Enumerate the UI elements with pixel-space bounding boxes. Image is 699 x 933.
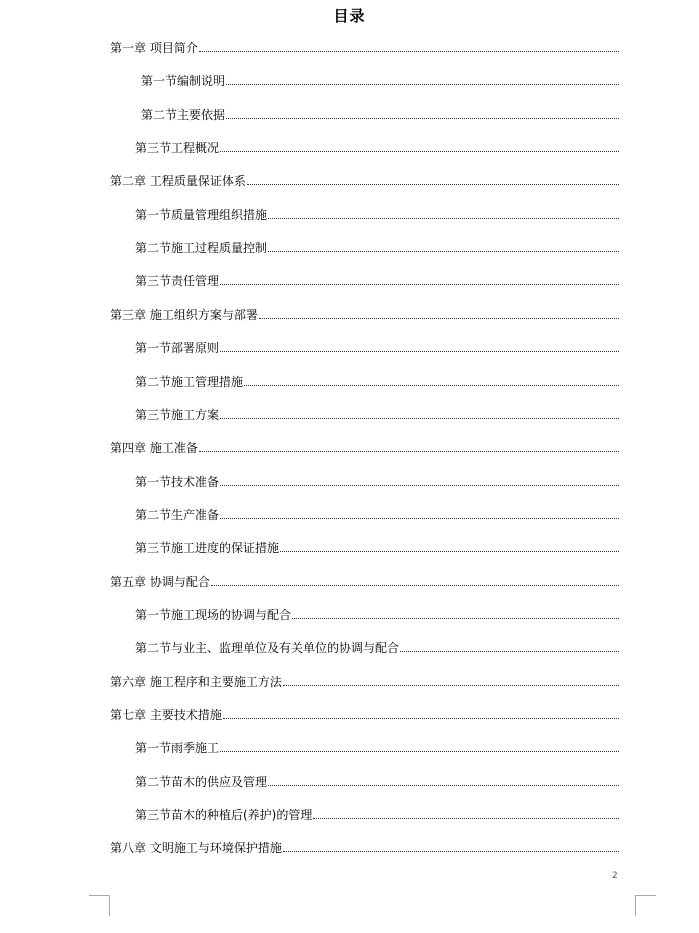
toc-entry-text: 第二节施工过程质量控制 [135, 241, 268, 256]
dot-leader [283, 851, 619, 852]
toc-entry-text: 第三节施工方案 [135, 407, 220, 422]
toc-entry-text: 第一节技术准备 [135, 474, 220, 489]
toc-entry-text: 第一节雨季施工 [135, 741, 220, 756]
toc-chapter-entry[interactable] [110, 573, 619, 589]
toc-entry-text: 第三节苗木的种植后(养护)的管理 [135, 808, 313, 823]
dot-leader [220, 351, 619, 352]
toc-chapter-entry[interactable] [110, 673, 619, 689]
dot-leader [292, 618, 619, 619]
toc-section-entry[interactable] [141, 106, 619, 122]
dot-leader [400, 651, 619, 652]
page-number: 2 [612, 871, 618, 881]
toc-entry-text: 第二节与业主、监理单位及有关单位的协调与配合 [135, 641, 400, 656]
toc-entry-text: 第一节编制说明 [141, 74, 226, 89]
dot-leader [283, 685, 619, 686]
dot-leader [223, 718, 619, 719]
toc-entry-text: 第二节施工管理措施 [135, 374, 244, 389]
dot-leader [259, 318, 619, 319]
dot-leader [244, 385, 619, 386]
dot-leader [199, 451, 619, 452]
toc-entry-text: 第一节施工现场的协调与配合 [135, 607, 292, 622]
toc-section-entry[interactable] [135, 373, 619, 389]
dot-leader [268, 251, 619, 252]
toc-entry-text: 第六章 施工程序和主要施工方法 [110, 674, 282, 689]
dot-leader [220, 284, 619, 285]
dot-leader [268, 785, 619, 786]
dot-leader [280, 551, 619, 552]
dot-leader [226, 118, 619, 119]
toc-entry-text: 第二节主要依据 [141, 107, 226, 122]
toc-entry-text: 第三节工程概况 [135, 141, 220, 156]
dot-leader [247, 184, 619, 185]
toc-entry-text: 第一节质量管理组织措施 [135, 207, 268, 222]
toc-section-entry[interactable] [135, 206, 619, 222]
toc-section-entry[interactable] [135, 406, 619, 422]
crop-mark-right [635, 895, 656, 916]
toc-section-entry[interactable] [135, 606, 619, 622]
toc-section-entry[interactable] [135, 739, 619, 755]
dot-leader [199, 51, 619, 52]
dot-leader [268, 218, 619, 219]
toc-entry-text: 第二节生产准备 [135, 507, 220, 522]
dot-leader [313, 818, 619, 819]
toc-entry-text: 第五章 协调与配合 [110, 574, 210, 589]
toc-entry-text: 第四章 施工准备 [110, 441, 198, 456]
page-title: 目录 [333, 7, 366, 25]
toc-chapter-entry[interactable] [110, 39, 619, 55]
toc-chapter-entry[interactable] [110, 306, 619, 322]
toc-entry-text: 第三节责任管理 [135, 274, 220, 289]
toc-chapter-entry[interactable] [110, 172, 619, 188]
toc-section-entry[interactable] [135, 139, 619, 155]
toc-section-entry[interactable] [141, 72, 619, 88]
toc-section-entry[interactable] [135, 473, 619, 489]
dot-leader [220, 751, 619, 752]
toc-entry-text: 第八章 文明施工与环境保护措施 [110, 841, 282, 856]
toc-entry-text: 第三章 施工组织方案与部署 [110, 307, 258, 322]
toc-entry-text: 第三节施工进度的保证措施 [135, 541, 280, 556]
toc-section-entry[interactable] [135, 339, 619, 355]
dot-leader [220, 485, 619, 486]
toc-entry-text: 第七章 主要技术措施 [110, 708, 222, 722]
toc-entry-text: 第一章 项目简介 [110, 41, 198, 55]
toc-entry-text: 第二节苗木的供应及管理 [135, 774, 268, 789]
dot-leader [220, 418, 619, 419]
toc-section-entry[interactable] [135, 773, 619, 789]
toc-chapter-entry[interactable] [110, 839, 619, 855]
toc-chapter-entry[interactable] [110, 439, 619, 455]
dot-leader [211, 585, 619, 586]
toc-section-entry[interactable] [135, 239, 619, 255]
toc-section-entry[interactable] [135, 639, 619, 655]
dot-leader [226, 84, 619, 85]
toc-section-entry[interactable] [135, 272, 619, 288]
toc-section-entry[interactable] [135, 539, 619, 555]
toc-section-entry[interactable] [135, 506, 619, 522]
crop-mark-left [89, 895, 110, 916]
toc-entry-text: 第二章 工程质量保证体系 [110, 174, 246, 189]
toc-chapter-entry[interactable] [110, 706, 619, 722]
dot-leader [220, 518, 619, 519]
toc-section-entry[interactable] [135, 806, 619, 822]
toc-entry-text: 第一节部署原则 [135, 341, 220, 356]
dot-leader [220, 151, 619, 152]
